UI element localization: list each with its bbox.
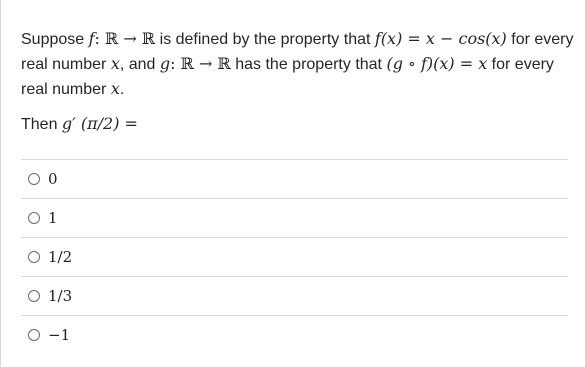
radio-button-icon[interactable] xyxy=(28,251,40,263)
option-label: 1/2 xyxy=(48,248,73,266)
radio-button-icon[interactable] xyxy=(28,173,40,185)
option-label: −1 xyxy=(48,326,71,344)
math-f: f xyxy=(88,29,95,48)
answer-options xyxy=(21,159,568,354)
math-x: x xyxy=(110,79,120,98)
question-text xyxy=(21,27,576,102)
option-label: 1 xyxy=(48,209,58,227)
radio-button-icon[interactable] xyxy=(28,329,40,341)
question-fragment: Suppose xyxy=(21,31,89,48)
prompt-line xyxy=(21,112,138,137)
question-fragment: is defined by the property that xyxy=(155,31,375,48)
prompt-text: Then xyxy=(21,116,62,133)
math-g-prime-expression: g′ (π/2) = xyxy=(61,114,138,133)
question-fragment: for every real number xyxy=(21,56,554,98)
option-1[interactable] xyxy=(21,198,568,237)
math-g: g xyxy=(159,54,171,73)
question-fragment: , and xyxy=(119,56,160,73)
question-fragment: has the property that xyxy=(230,56,387,73)
math-x: x xyxy=(110,54,120,73)
option-1-2[interactable] xyxy=(21,237,568,276)
radio-button-icon[interactable] xyxy=(28,212,40,224)
option-1-3[interactable] xyxy=(21,276,568,315)
option-0[interactable] xyxy=(21,159,568,198)
left-border xyxy=(0,0,1,367)
math-mapping-g: : ℝ → ℝ xyxy=(170,54,231,73)
math-f-definition: f(x) = x − cos(x) xyxy=(374,29,507,48)
question-fragment: . xyxy=(119,81,125,98)
question-fragment: for every real number xyxy=(21,31,574,73)
option-label: 0 xyxy=(48,170,58,188)
radio-button-icon[interactable] xyxy=(28,290,40,302)
math-mapping-f: : ℝ → ℝ xyxy=(94,29,156,48)
math-composition: (g ∘ f)(x) = x xyxy=(386,54,488,73)
option-label: 1/3 xyxy=(48,287,73,305)
option-minus-1[interactable] xyxy=(21,315,568,354)
